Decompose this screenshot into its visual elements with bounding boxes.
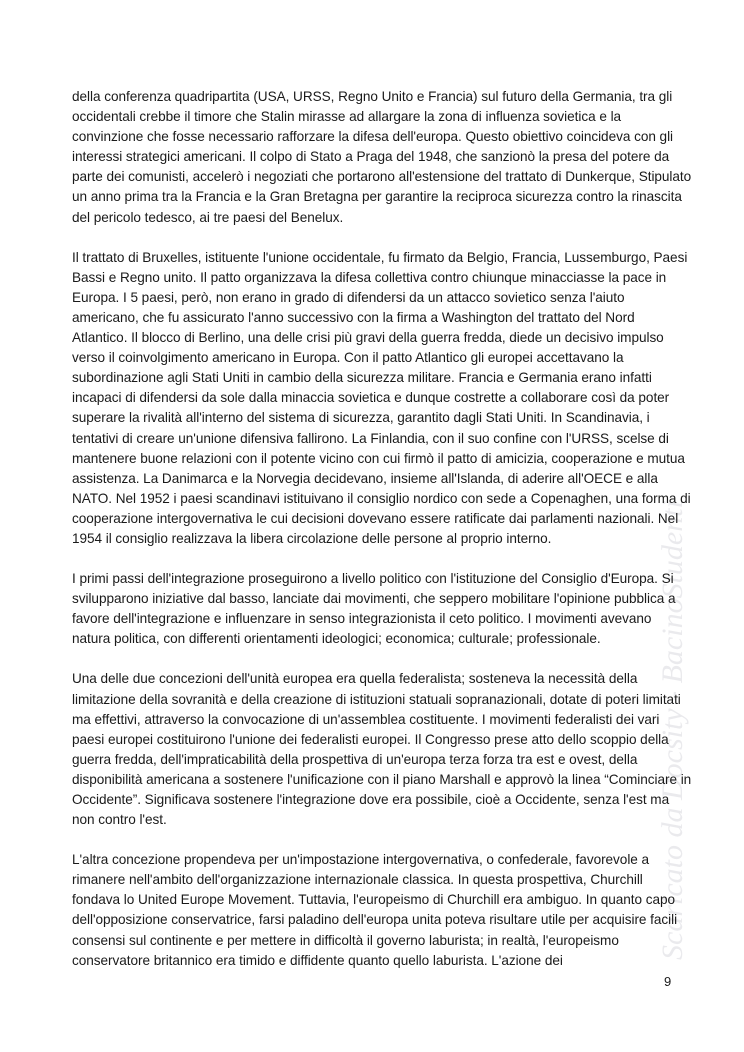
paragraph-2: Il trattato di Bruxelles, istituente l'unione occidentale, fu firmato da Belgio, Francia, Lussemburgo, Paesi Bassi e Regno unito. Il patto organizzava la difesa collettiva contro chiunque minacciasse la pace in Europa. I 5 paesi, però, non erano in grado di difendersi da un attacco sovietico senza l'aiuto americano, che fu assicurato l'anno successivo con la firma a Washington del trattato del Nord Atlantico. Il blocco di Berlino, una delle crisi più gravi della guerra fredda, diede un decisivo impulso verso il coinvolgimento americano in Europa. Con il patto Atlantico gli europei accettavano la subordinazione agli Stati Uniti in cambio della sicurezza militare. Francia e Germania erano infatti incapaci di difendersi da sole dalla minaccia sovietica e dunque costrette a collaborare così da poter superare la rivalità all'interno del sistema di sicurezza, garantito dagli Stati Uniti. In Scandinavia, i tentativi di creare un'unione difensiva fallirono. La Finlandia, con il suo confine con l'URSS, scelse di mantenere buone relazioni con il potente vicino con cui firmò il patto di amicizia, cooperazione e mutua assistenza. La Danimarca e la Norvegia decidevano, insieme all'Islanda, di aderire all'OECE e alla NATO. Nel 1952 i paesi scandinavi istituivano il consiglio nordico con sede a Copenaghen, una forma di cooperazione intergovernativa le cui decisioni dovevano essere ratificate dai parlamenti nazionali. Nel 1954 il consiglio realizzava la libera circolazione delle persone al proprio interno. xyxy=(72,249,691,546)
watermark: Scaricato da Docsity - BacinoStudenti xyxy=(656,500,689,960)
paragraph-3: I primi passi dell'integrazione proseguirono a livello politico con l'istituzione del Consiglio d'Europa. Si svilupparono iniziative dal basso, lanciate dai movimenti, che seppero mobilitare l'opinione pubblica a favore dell'integrazione e influenzare in senso integrazionista il ceto politico. I movimenti avevano natura politica, con differenti orientamenti ideologici; economica; culturale; professionale. xyxy=(72,571,676,647)
paragraph-1: della conferenza quadripartita (USA, URSS, Regno Unito e Francia) sul futuro della Germania, tra gli occidentali crebbe il timore che Stalin mirasse ad allargare la zona di influenza sovietica e la convinzione che fosse necessario rafforzare la difesa dell'europa. Questo obiettivo coincideva con gli interessi strategici americani. Il colpo di Stato a Praga del 1948, che sanzionò la presa del potere da parte dei comunisti, accelerò i negoziati che portarono all'estensione del trattato di Dunkerque, Stipulato un anno prima tra la Francia e la Gran Bretagna per garantire la reciproca sicurezza contro la rinascita del pericolo tedesco, ai tre paesi del Benelux. xyxy=(72,89,692,225)
paragraph-4: Una delle due concezioni dell'unità europea era quella federalista; sosteneva la necessità della limitazione della sovranità e della creazione di istituzioni statuali sopranazionali, dotate di poteri limitati ma effettivi, attraverso la convocazione di un'assemblea costituente. I movimenti federalisti dei vari paesi europei costituirono l'unione dei federalisti europei. Il Congresso prese atto dello scoppio della guerra fredda, dell'impraticabilità della prospettiva di un'europa terza forza tra est e ovest, della disponibilità americana a sostenere l'unificazione con il piano Marshall e approvò la linea “Cominciare in Occidente”. Significava sostenere l'integrazione dove era possibile, cioè a Occidente, senza l'est ma non contro l'est. xyxy=(72,671,692,828)
paragraph-5: L'altra concezione propendeva per un'impostazione intergovernativa, o confederale, favorevole a rimanere nell'ambito dell'organizzazione internazionale classica. In questa prospettiva, Churchill fondava lo United Europe Movement. Tuttavia, l'europeismo di Churchill era ambiguo. In quanto capo dell'opposizione conservatrice, farsi paladino dell'europa unita poteva risultare utile per acquisire facili consensi sul continente e per mettere in difficoltà il governo laburista; in realtà, l'europeismo conservatore britannico era timido e diffidente quanto quello laburista. L'azione dei xyxy=(72,852,678,968)
document-page xyxy=(72,87,692,991)
page-number: 9 xyxy=(664,974,672,989)
